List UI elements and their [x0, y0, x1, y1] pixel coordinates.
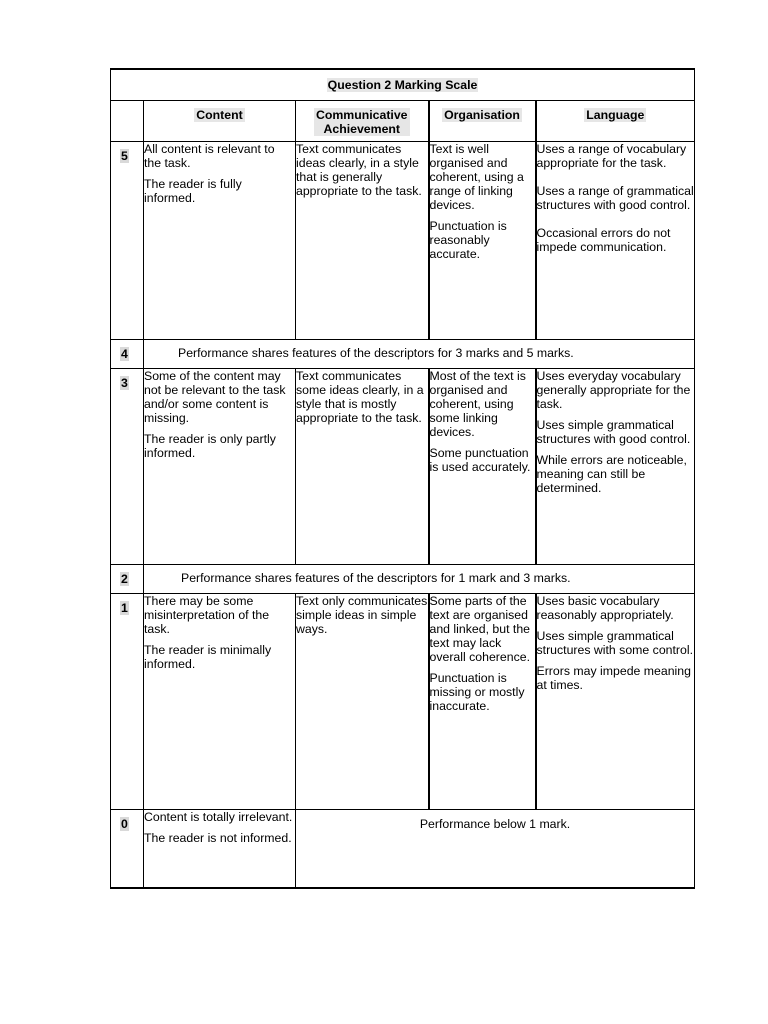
descriptor: The reader is minimally informed. — [144, 643, 272, 671]
descriptor: Text communicates ideas clearly, in a style that is generally appropriate to the task. — [296, 142, 422, 198]
header-communicative-achievement: Communicative Achievement — [296, 101, 429, 142]
performance-below-cell — [296, 810, 695, 888]
organisation-cell — [429, 142, 536, 340]
score-cell — [111, 142, 144, 340]
descriptor: All content is relevant to the task. — [144, 142, 275, 170]
descriptor: Uses a range of vocabulary appropriate for the task. — [536, 142, 687, 170]
descriptor: Uses basic vocabulary reasonably appropriately. — [536, 594, 674, 622]
descriptor: Text is well organised and coherent, using a range of linking devices. — [429, 142, 524, 212]
content-cell — [144, 142, 296, 340]
marking-scale-table — [110, 68, 695, 889]
language-cell — [536, 369, 695, 565]
descriptor: Punctuation is reasonably accurate. — [429, 219, 507, 261]
organisation-cell — [429, 369, 536, 565]
header-score-cell — [111, 101, 144, 142]
descriptor: The reader is fully informed. — [144, 177, 242, 205]
content-cell — [144, 810, 296, 888]
descriptor: Punctuation is missing or mostly inaccurate. — [429, 671, 525, 713]
band-row-3 — [111, 369, 695, 565]
language-cell — [536, 594, 695, 810]
band-row-0 — [111, 810, 695, 888]
score-label: 5 — [121, 149, 128, 163]
header-language: Language — [536, 101, 695, 142]
language-cell — [536, 142, 695, 340]
descriptor: While errors are noticeable, meaning can still be determined. — [536, 453, 687, 495]
descriptor: The reader is only partly informed. — [144, 432, 276, 460]
score-cell — [111, 340, 144, 369]
descriptor: Content is totally irrelevant. — [144, 810, 293, 824]
descriptor: There may be some misinterpretation of the task. — [144, 594, 270, 636]
title-row — [111, 69, 695, 101]
descriptor: Some punctuation is used accurately. — [429, 446, 531, 474]
shared-descriptor-cell — [144, 565, 695, 594]
descriptor: The reader is not informed. — [144, 831, 292, 845]
header-row — [111, 101, 695, 142]
header-organisation: Organisation — [429, 101, 536, 142]
descriptor: Text only communicates simple ideas in simple ways. — [296, 594, 428, 636]
header-content: Content — [144, 101, 296, 142]
descriptor: Text communicates some ideas clearly, in a style that is mostly appropriate to the task. — [296, 369, 424, 425]
score-cell — [111, 565, 144, 594]
score-label: 4 — [121, 347, 128, 361]
score-cell — [111, 594, 144, 810]
score-label: 0 — [121, 817, 128, 831]
descriptor: Uses simple grammatical structures with some control. — [536, 629, 693, 657]
communicative-cell — [296, 142, 429, 340]
descriptor: Uses a range of grammatical structures with good control. — [536, 184, 694, 212]
band-row-5 — [111, 142, 695, 340]
shared-descriptor: Performance shares features of the descriptors for 1 mark and 3 marks. — [181, 571, 571, 585]
band-row-4 — [111, 340, 695, 369]
table-title — [111, 69, 695, 101]
score-label: 1 — [121, 601, 128, 615]
band-row-2 — [111, 565, 695, 594]
descriptor: Uses everyday vocabulary generally appropriate for the task. — [536, 369, 691, 411]
shared-descriptor-cell — [144, 340, 695, 369]
content-cell — [144, 369, 296, 565]
descriptor: Errors may impede meaning at times. — [536, 664, 691, 692]
score-cell — [111, 369, 144, 565]
performance-below-text: Performance below 1 mark. — [419, 817, 571, 831]
organisation-cell — [429, 594, 536, 810]
communicative-cell — [296, 594, 429, 810]
table-title-text: Question 2 Marking Scale — [327, 78, 478, 92]
content-cell — [144, 594, 296, 810]
descriptor: Some of the content may not be relevant to the task and/or some content is missing. — [144, 369, 286, 425]
descriptor: Some parts of the text are organised and linked, but the text may lack overall coherence. — [429, 594, 531, 664]
score-label: 2 — [121, 572, 128, 586]
band-row-1 — [111, 594, 695, 810]
score-cell — [111, 810, 144, 888]
descriptor: Uses simple grammatical structures with good control. — [536, 418, 691, 446]
communicative-cell — [296, 369, 429, 565]
score-label: 3 — [121, 376, 128, 390]
shared-descriptor: Performance shares features of the descriptors for 3 marks and 5 marks. — [178, 346, 574, 360]
descriptor: Occasional errors do not impede communication. — [536, 226, 671, 254]
descriptor: Most of the text is organised and coherent, using some linking devices. — [429, 369, 526, 439]
